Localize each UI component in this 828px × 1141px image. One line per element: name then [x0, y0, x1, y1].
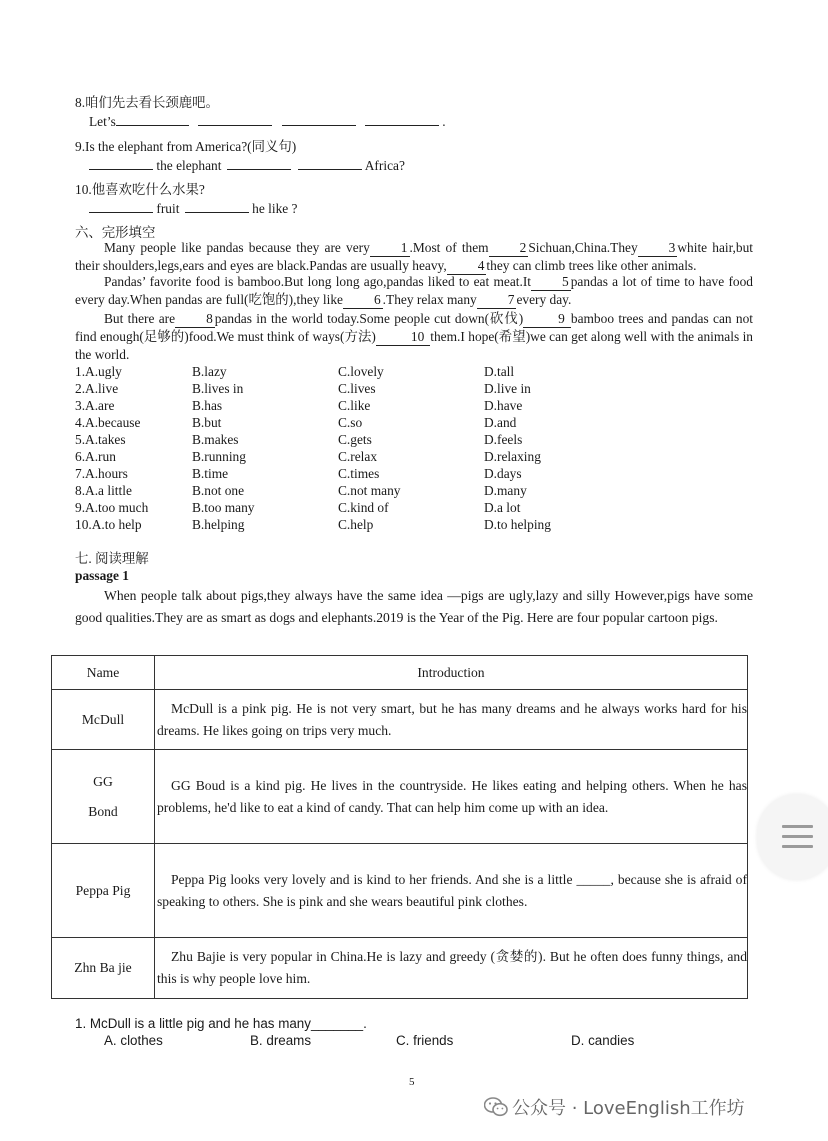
table-row: [52, 844, 748, 938]
option-c: C.like: [338, 398, 371, 413]
cloze-blank-number: 3: [638, 239, 678, 257]
option-b: B.running: [192, 449, 246, 464]
q8-lead: Let’s: [89, 114, 116, 129]
cloze-blank-number: 5: [531, 273, 571, 291]
option-d: D.and: [484, 415, 517, 430]
passage-intro: When people talk about pigs,they always have the same idea —pigs are ugly,lazy and silly However,pigs have some good qualities.They are as smart as dogs and elephants.2019 is the Year of the Pig. Here are four popular cartoon pigs.: [75, 588, 753, 625]
option-c: C.not many: [338, 483, 401, 498]
pig-name: McDull: [52, 690, 155, 750]
pig-introduction: Zhu Bajie is very popular in China.He is lazy and greedy (贪婪的). But he often does funny things, and this is why people love him.: [155, 938, 748, 999]
blank: [227, 169, 291, 170]
cloze-blank-number: 4: [447, 257, 487, 275]
table-header-row: [52, 656, 748, 690]
column-header-name: Name: [52, 656, 155, 690]
option-a: 7.A.hours: [75, 466, 128, 481]
pig-introduction: McDull is a pink pig. He is not very smart, but he has many dreams and he always works hard for his dreams. He likes going on trips very much.: [155, 690, 748, 750]
blank: [198, 125, 272, 126]
cloze-paragraph-1: Many people like pandas because they are very 1 .Most of them 2 Sichuan,China.They 3 white hair,but their shoulders,legs,ears and eyes are black.Pandas are usually heavy, 4 they can climb trees like other animals.: [75, 240, 753, 273]
option-c: C. friends: [396, 1033, 454, 1048]
option-c: C.relax: [338, 449, 378, 464]
cloze-blank-number: 8: [175, 310, 215, 328]
blank: [89, 212, 153, 213]
watermark-text: 公众号 · LoveEnglish工作坊: [512, 1098, 745, 1119]
option-a: 6.A.run: [75, 449, 116, 464]
option-b: B.makes: [192, 432, 239, 447]
option-a: 9.A.too much: [75, 500, 149, 515]
q10-answer-line: [89, 201, 298, 217]
option-b: B.lives in: [192, 381, 244, 396]
cloze-blank-number: 1: [370, 239, 410, 257]
passage-label: passage 1: [75, 568, 129, 583]
option-b: B.has: [192, 398, 223, 413]
option-b: B.not one: [192, 483, 245, 498]
option-d: D.relaxing: [484, 449, 541, 464]
option-c: C.help: [338, 517, 374, 532]
option-a: 3.A.are: [75, 398, 115, 413]
option-a: 8.A.a little: [75, 483, 132, 498]
option-a: 10.A.to help: [75, 517, 142, 532]
q9-answer-line: [89, 158, 405, 174]
option-d: D.a lot: [484, 500, 521, 515]
page-number: 5: [409, 1076, 415, 1088]
option-b: B.time: [192, 466, 229, 481]
wechat-icon: [484, 1097, 508, 1117]
q9-text-2: Africa?: [364, 158, 405, 173]
option-c: C.gets: [338, 432, 372, 447]
cloze-paragraph-2: Pandas’ favorite food is bamboo.But long long ago,pandas liked to eat meat.It 5 pandas a lot of time to have food every day.When pandas are full(吃饱的),they like 6 .They relax many 7 every day.: [75, 274, 754, 307]
option-a: 2.A.live: [75, 381, 119, 396]
q8-prompt: 8.咱们先去看长颈鹿吧。: [75, 95, 219, 110]
question-1-options: [0, 1033, 828, 1051]
q10-text-2: he like ?: [252, 201, 298, 216]
option-a: 5.A.takes: [75, 432, 126, 447]
option-c: C.lives: [338, 381, 376, 396]
option-c: C.times: [338, 466, 380, 481]
q8-answer-line: Let’s .: [89, 114, 446, 129]
q9-prompt: 9.Is the elephant from America?(同义句): [75, 139, 297, 154]
option-b: B.helping: [192, 517, 245, 532]
cloze-blank-number: 7: [477, 291, 517, 309]
option-d: D.have: [484, 398, 523, 413]
cloze-blank-number: 6: [343, 291, 383, 309]
cartoon-pigs-table: [51, 655, 748, 999]
column-header-introduction: Introduction: [155, 656, 748, 690]
q10-prompt: 10.他喜欢吃什么水果?: [75, 182, 205, 197]
option-c: C.so: [338, 415, 363, 430]
pig-name: Peppa Pig: [52, 844, 155, 938]
pig-introduction: Peppa Pig looks very lovely and is kind to her friends. And she is a little _____, because she is afraid of speaking to others. She is pink and she wears beautiful pink clothes.: [155, 844, 748, 938]
option-b: B. dreams: [250, 1033, 312, 1048]
table-row: [52, 938, 748, 999]
cloze-blank-number: 9: [523, 310, 571, 328]
option-b: B.lazy: [192, 364, 227, 379]
option-b: B.too many: [192, 500, 255, 515]
option-c: C.kind of: [338, 500, 389, 515]
menu-button[interactable]: [757, 794, 828, 880]
blank: [89, 169, 153, 170]
blank: [185, 212, 249, 213]
option-d: D. candies: [571, 1033, 635, 1048]
pig-name: Zhn Ba jie: [52, 938, 155, 999]
blank: [116, 125, 189, 126]
blank: [298, 169, 362, 170]
q10-text-1: fruit: [156, 201, 180, 216]
blank: [365, 125, 439, 126]
cloze-blank-number: 10: [376, 328, 430, 346]
table-row: [52, 750, 748, 844]
option-d: D.many: [484, 483, 527, 498]
question-1: 1. McDull is a little pig and he has many_______.: [75, 1016, 367, 1031]
option-d: D.tall: [484, 364, 515, 379]
watermark: [484, 1094, 745, 1124]
pig-introduction: GG Boud is a kind pig. He lives in the countryside. He likes eating and helping others. When he has problems, he'd like to eat a kind of candy. That can help him come up with an idea.: [155, 750, 748, 844]
cloze-blank-number: 2: [489, 239, 529, 257]
option-a: A. clothes: [104, 1033, 163, 1048]
option-a: 1.A.ugly: [75, 364, 122, 379]
option-a: 4.A.because: [75, 415, 141, 430]
blank: [282, 125, 356, 126]
option-d: D.live in: [484, 381, 531, 396]
option-d: D.days: [484, 466, 522, 481]
cloze-heading: 六、完形填空: [75, 225, 156, 240]
option-c: C.lovely: [338, 364, 384, 379]
reading-heading: 七. 阅读理解: [75, 551, 149, 566]
cloze-paragraph-3: But there are 8 pandas in the world today.Some people cut down(砍伐) 9 bamboo trees and pandas can not find enough(足够的)food.We must think of ways(方法) 10 them.I hope(希望)we can get along well with the animals in the world.: [75, 311, 754, 362]
pig-name: GG Bond: [52, 750, 155, 844]
option-d: D.to helping: [484, 517, 551, 532]
table-row: [52, 690, 748, 750]
option-d: D.feels: [484, 432, 523, 447]
q9-text-1: the elephant: [156, 158, 222, 173]
option-b: B.but: [192, 415, 222, 430]
